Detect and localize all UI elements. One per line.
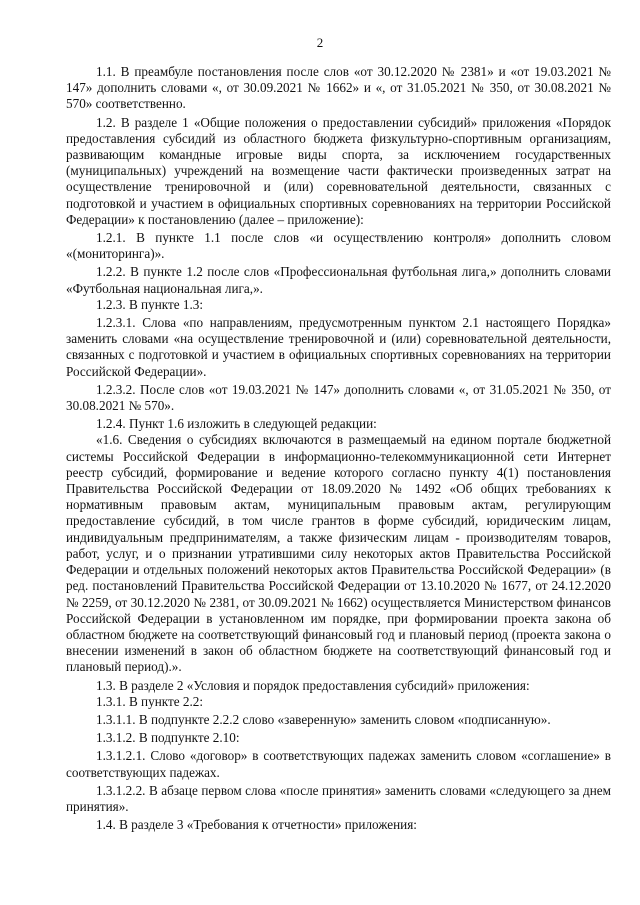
paragraph-1-2-3-1: 1.2.3.1. Слова «по направлениям, предусмотренным пунктом 2.1 настоящего Порядка» заменить словами «на осуществление тренировочной и (или) соревновательной деятельности, связанных с подготовкой и участием в официальных спортивных соревнованиях на территории Российской Федерации». (66, 315, 611, 379)
paragraph-1-3: 1.3. В разделе 2 «Условия и порядок предоставления субсидий» приложения: (96, 677, 530, 693)
paragraph-1-2-2: 1.2.2. В пункте 1.2 после слов «Профессиональная футбольная лига,» дополнить словами «Футбольная национальная лига,». (66, 264, 611, 296)
paragraph-1-3-1-2-2: 1.3.1.2.2. В абзаце первом слова «после принятия» заменить словами «следующего за днем принятия». (66, 782, 611, 814)
paragraph-1-4: 1.4. В разделе 3 «Требования к отчетности» приложения: (96, 817, 417, 833)
paragraph-1-2-3-2: 1.2.3.2. После слов «от 19.03.2021 № 147» дополнить словами «, от 31.05.2021 № 350, от 30.08.2021 № 570». (66, 381, 611, 414)
paragraph-1-2: 1.2. В разделе 1 «Общие положения о предоставлении субсидий» приложения «Порядок предоставления субсидий из областного бюджета физкультурно-спортивным организациям, развивающим командные игровые виды спорта, за исключением государственных (муниципальных) учреждений на возмещение части фактически произведенных затрат на осуществление тренировочной и (или) соревновательной деятельности, связанных с подготовкой и участием в официальных спортивных соревнованиях на территории Российской Федерации» к постановлению (далее – приложение): (66, 114, 611, 227)
paragraph-1-1: 1.1. В преамбуле постановления после слов «от 30.12.2020 № 2381» и «от 19.03.2021 № 147» дополнить словами «, от 30.09.2021 № 1662» и «, от 31.05.2021 № 350, от 30.08.2021 № 570» соответственно. (66, 64, 611, 112)
paragraph-1-2-1: 1.2.1. В пункте 1.1 после слов «и осуществлению контроля» дополнить словом «(мониторинга)». (66, 230, 611, 262)
paragraph-1-3-1: 1.3.1. В пункте 2.2: (96, 693, 204, 709)
paragraph-1-3-1-1: 1.3.1.1. В подпункте 2.2.2 слово «заверенную» заменить словом «подписанную». (96, 711, 551, 727)
paragraph-1-3-1-2-1: 1.3.1.2.1. Слово «договор» в соответствующих падежах заменить словом «соглашение» в соответствующих падежах. (66, 748, 611, 780)
paragraph-1-6-new-text: «1.6. Сведения о субсидиях включаются в размещаемый на едином портале бюджетной системы Российской Федерации в информационно-телекоммуникационной сети Интернет реестр субсидий, формирование и ведение которого согласно пункту 4(1) постановления Правительства Российской Федерации от 18.09.2020 № 1492 «Об общих требованиях к нормативным правовым актам, муниципальным правовым актам, регулирующим предоставление субсидий, в том числе грантов в форме субсидий, юридическим лицам, индивидуальным предпринимателям, а также физическим лицам - производителям товаров, работ, услуг, и о признании утратившими силу некоторых актов Правительства Российской Федерации и отдельных положений некоторых актов Правительства Российской Федерации» (в ред. постановлений Правительства Российской Федерации от 13.10.2020 № 1677, от 24.12.2020 № 2259, от 30.12.2020 № 2381, от 30.09.2021 № 1662) осуществляется Министерством финансов Российской Федерации в установленном им порядке, при формировании проекта закона об областном бюджете на соответствующий финансовый год и плановый период (проекта закона о внесении изменений в закон об областном бюджете на соответствующий финансовый год и плановый период).». (66, 432, 611, 675)
document-body (66, 64, 611, 833)
paragraph-1-2-3: 1.2.3. В пункте 1.3: (96, 296, 204, 312)
paragraph-1-3-1-2: 1.3.1.2. В подпункте 2.10: (96, 730, 240, 746)
paragraph-1-2-4: 1.2.4. Пункт 1.6 изложить в следующей редакции: (96, 416, 377, 432)
page-number: 2 (316, 35, 324, 50)
